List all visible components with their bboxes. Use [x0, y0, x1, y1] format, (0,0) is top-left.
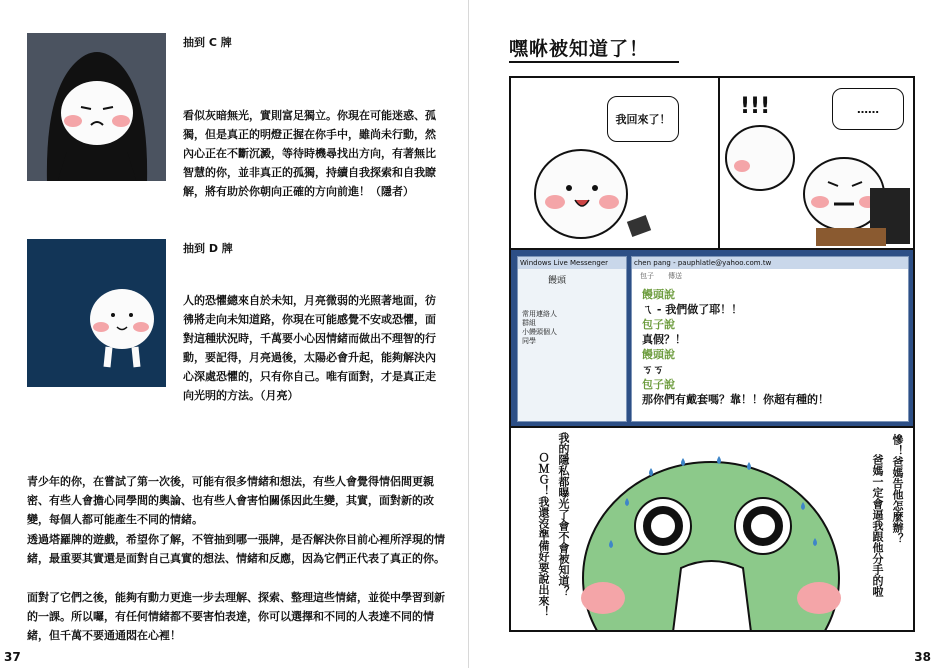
card-c-text: 看似灰暗無光，實則富足獨立。你現在可能迷惑、孤獨，但是真正的明燈正握在你手中，雖尚未行動，然內心正在不斷沉澱，等待時機尋找出方向，有著無比智慧的你，並非真正的孤獨，持續自我探索和自我瞭解，將有助於你朝向正確的方向前進！（隱者）: [183, 109, 436, 198]
card-d-text: 人的恐懼總來自於未知，月亮微弱的光照著地面，彷彿將走向未知道路，你現在可能感覺不安或恐懼，面對這種狀況時，千萬要小心因情緒而做出不理智的行動，要記得，月亮過後，太陽必會升起，能夠解決內心深處恐懼的，只有你自己。唯有面對，才是真正走向光明的方法。（月亮）: [183, 294, 436, 402]
chat-sender: 饅頭說: [642, 288, 675, 301]
chat-message: 真假？！: [642, 333, 686, 346]
panel-1-character-icon: [511, 78, 718, 248]
card-c-title: 抽到 C 牌: [183, 36, 232, 49]
page-number-left: 37: [4, 650, 21, 664]
chat-sender: 包子說: [642, 378, 675, 391]
contact-group-item[interactable]: 同學: [522, 337, 536, 345]
panel-2-exclaim: !!!: [740, 94, 771, 119]
heading-underline: [509, 61, 679, 63]
card-d-illustration: [27, 239, 166, 387]
chat-window-title: chen pang - pauphlatle@yahoo.com.tw: [632, 257, 908, 269]
left-page: [0, 0, 468, 668]
shocked-frog-icon: [511, 428, 913, 630]
panel-4-left-text-2: ＯＭＧ！我還沒準備好要說出來！: [537, 452, 550, 617]
chat-log: [632, 283, 908, 411]
messenger-contacts-window: [517, 256, 627, 422]
messenger-window-title: Windows Live Messenger: [518, 257, 626, 269]
comic-heading: 嘿咻被知道了！: [509, 38, 650, 60]
right-page: [469, 0, 937, 668]
paragraph-1: 青少年的你，在嘗試了第一次後，可能有很多情緒和想法，有些人會覺得情侶間更親密、有些人會擔心同學間的輿論、也有些人會害怕關係因此生變，其實，面對新的改變，每個人都可能產生不同的情緒。: [27, 475, 434, 526]
panel-3: [509, 248, 915, 428]
chat-message: ㄎㄎ: [642, 363, 664, 376]
contact-group-item[interactable]: 常用連絡人: [522, 310, 557, 318]
panel-4-right-text-1: 慘！爸媽告他怎麼辦？: [891, 434, 904, 544]
paragraph-3: 面對了它們之後，能夠有動力更進一步去理解、探索、整理這些情緒，並從中學習到新的一課。所以囉，有任何情緒都不要害怕表達，你可以選擇和不同的人表達不同的情緒，但千萬不要通通悶在心裡！: [27, 591, 445, 642]
card-c-illustration: [27, 33, 166, 181]
panel-4-right-text-2: 爸媽一定會逼我跟他分手的啦: [871, 454, 884, 597]
panel-2-speech-bubble: ……: [832, 88, 904, 130]
chat-tabs: 包子 傳送: [640, 272, 682, 280]
panel-1-speech-bubble: 我回來了！: [607, 96, 679, 142]
panel-4: [509, 426, 915, 632]
panel-2-characters-icon: [720, 78, 913, 248]
panel-2: [718, 76, 915, 250]
paragraph-2: 透過塔羅牌的遊戲，希望你了解，不管抽到哪一張牌，是否解決你目前心裡所浮現的情緒，最重要其實還是面對自己真實的想法、情緒和反應，因為它們正代表了真正的你。: [27, 533, 445, 565]
page-number-right: 38: [914, 650, 931, 664]
panel-1: [509, 76, 720, 250]
contact-group-item[interactable]: 小饅頭個人: [522, 328, 557, 336]
contact-group-item[interactable]: 群組: [522, 319, 536, 327]
card-d-title: 抽到 D 牌: [183, 242, 233, 255]
chat-sender: 包子說: [642, 318, 675, 331]
messenger-contact-header: 饅頭: [548, 276, 567, 286]
chat-message: ㄟ - 我們做了耶！！: [642, 303, 743, 316]
chat-sender: 饅頭說: [642, 348, 675, 361]
messenger-chat-window: [631, 256, 909, 422]
panel-4-left-text-1: 我的隱私都曝光了會不會被知道？: [557, 432, 570, 597]
chat-message: 那你們有戴套嗎？靠！！你超有種的！: [642, 393, 829, 406]
